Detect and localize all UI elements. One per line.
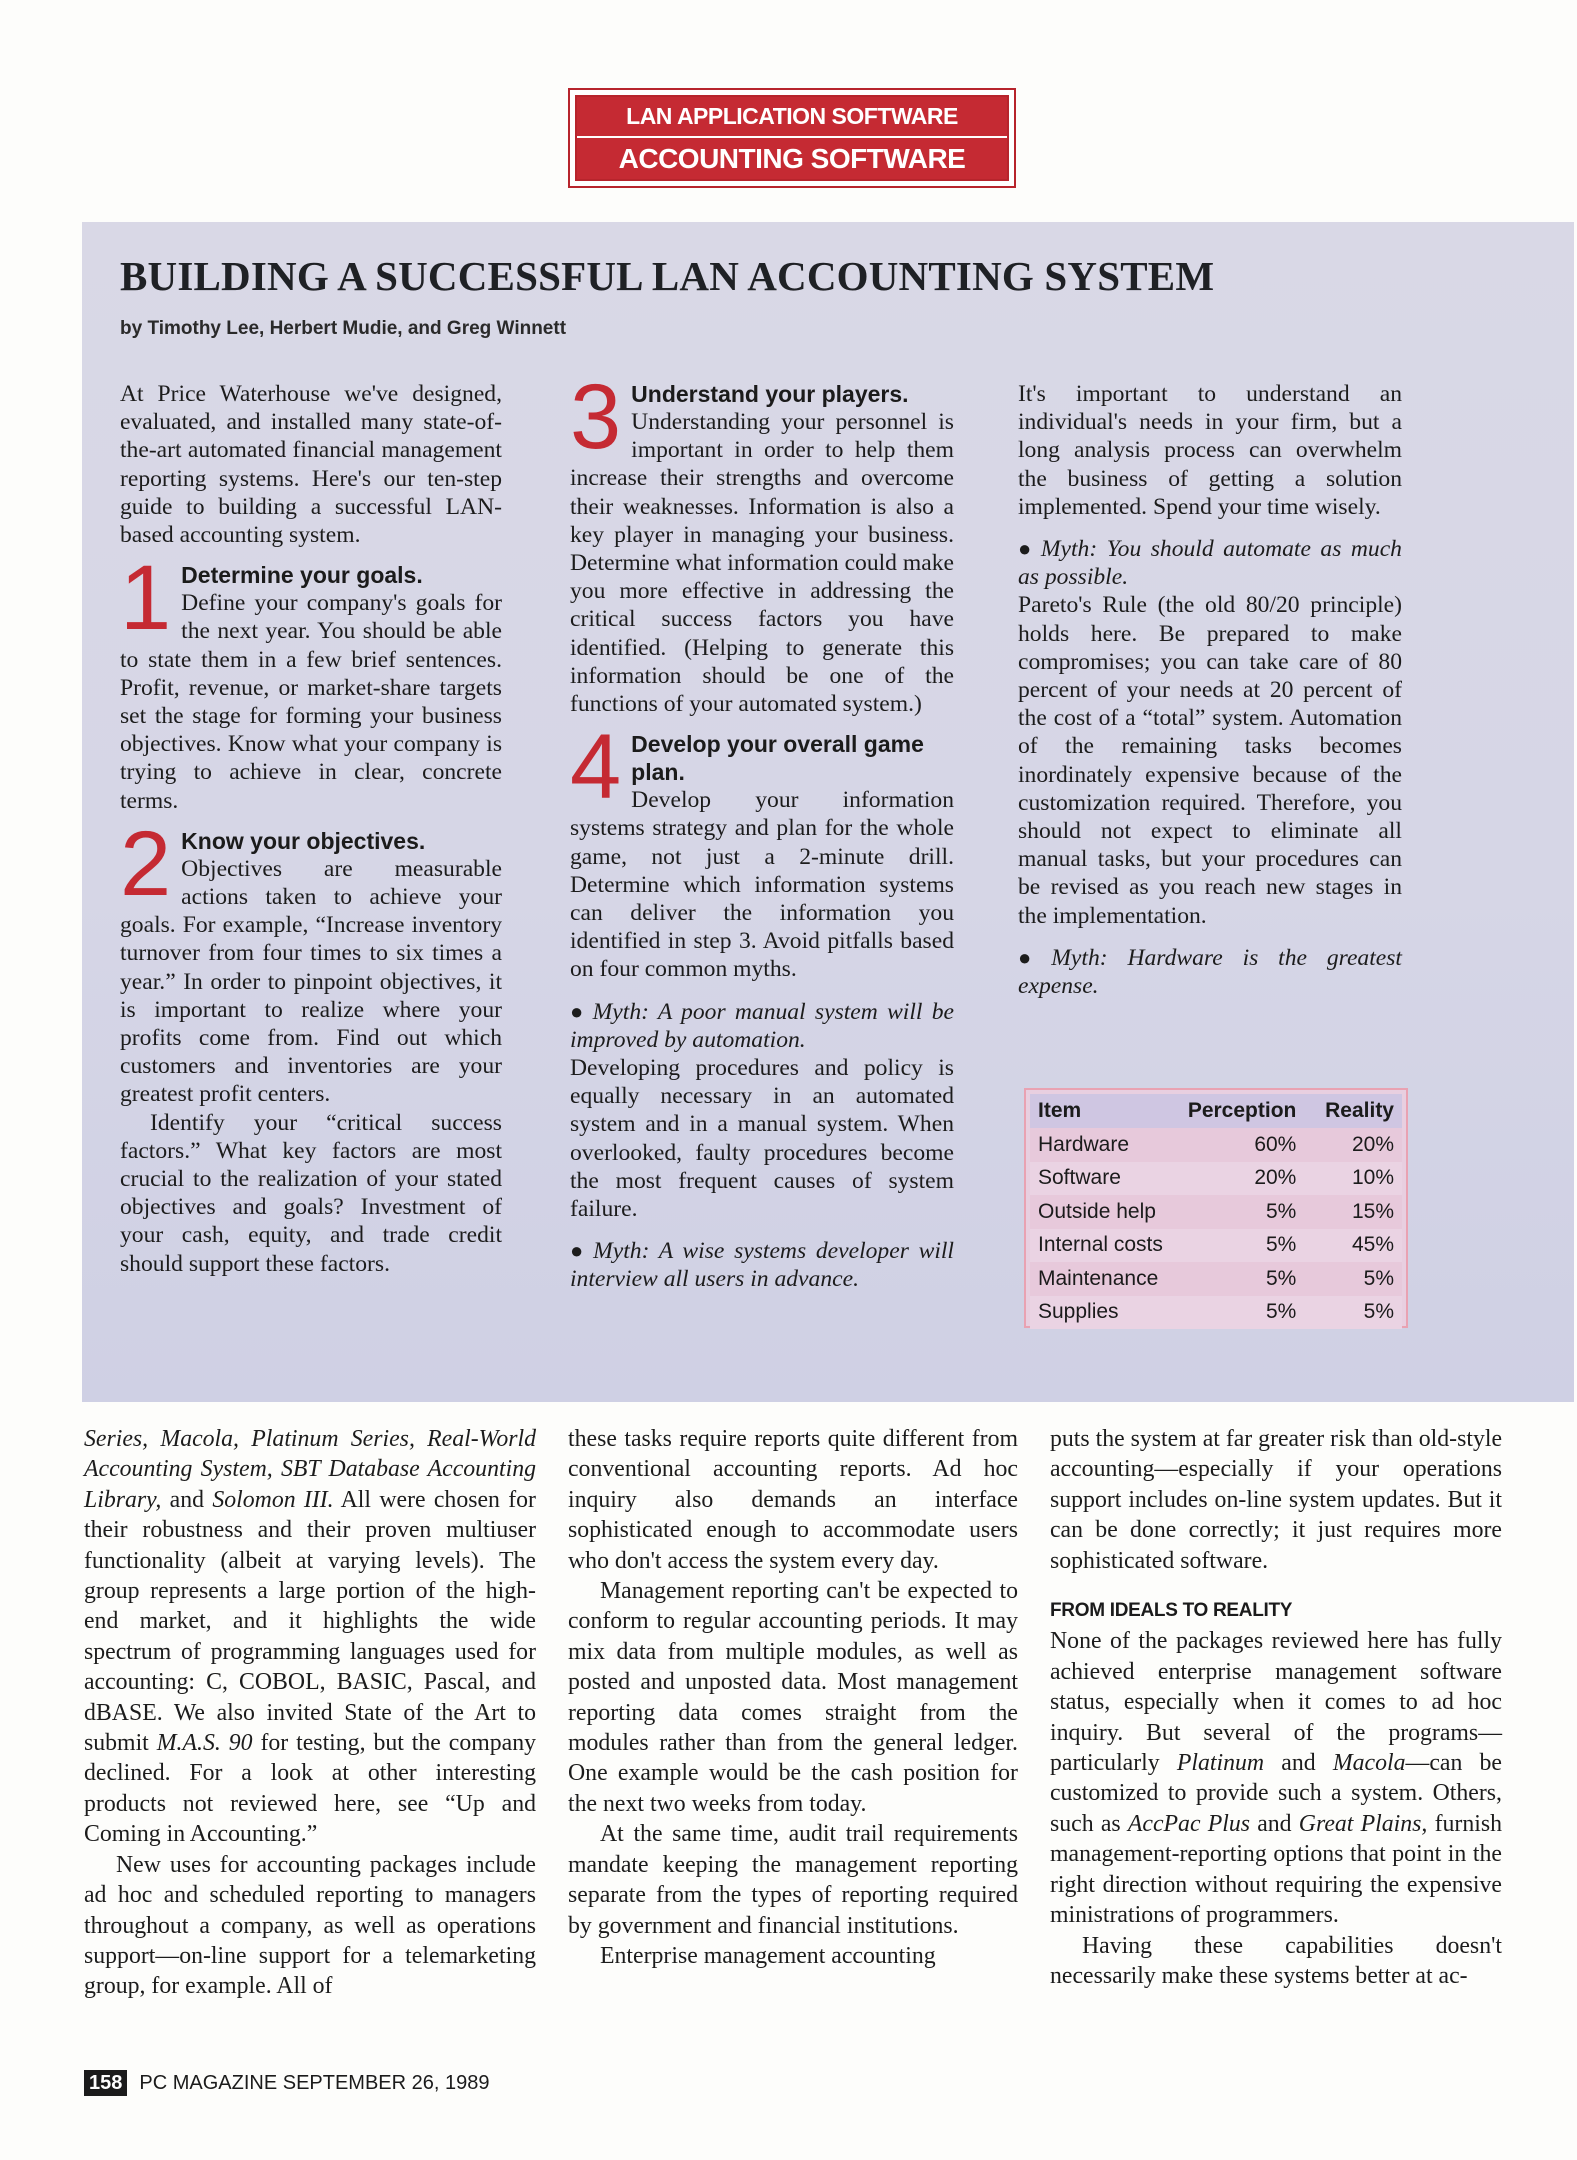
myth-1 [570, 998, 954, 1054]
page-number: 158 [84, 2070, 127, 2096]
body-col3-para2 [1050, 1626, 1502, 1930]
product-accpac: AccPac Plus [1127, 1810, 1251, 1837]
myth-3-body: Pareto's Rule (the old 80/20 principle) holds here. Be prepared to make compromises; you can take care of 80 percent of your needs at 20 percent of the cost of a “total” system. Automation of the remaining tasks becomes inordinately expensive because of the customization required. Therefore, you should not expect to eliminate all manual tasks, but your procedures can be revised as you reach new stages in the implementation. [1018, 592, 1402, 929]
body-col1-para2: New uses for accounting packages include ad hoc and scheduled reporting to managers throughout a company, as well as operations support—on-line support for a telemarketing group, for example. All of [84, 1851, 536, 2000]
text-span: for testing, but the company declined. For a look at other interesting products not reviewed here, see “Up and Coming in Accounting.” [84, 1730, 536, 1848]
body-column-2 [568, 1424, 1018, 1971]
page-footer [84, 2070, 490, 2096]
body-col3-para1: puts the system at far greater risk than old-style accounting—especially if your operations support includes on-line system updates. But it can be done correctly; it just requires more sophisticated software. [1050, 1426, 1503, 1574]
publication-line: PC MAGAZINE SEPTEMBER 26, 1989 [139, 2071, 490, 2094]
cell-item: Hardware [1030, 1128, 1175, 1162]
step-2-body-2: Identify your “critical success factors.” What key factors are most crucial to the realization of your stated objectives and goals? Investment of your cash, equity, and trade credit should support these factors. [120, 1109, 502, 1277]
step-4-number: 4 [570, 716, 622, 819]
body-col2-para4: Enterprise management accounting [600, 1942, 936, 1969]
cell-perception: 5% [1175, 1195, 1314, 1229]
text-span: furnish management-reporting options that point in the right direction without requiring the expensive ministrations of programmers. [1050, 1810, 1503, 1929]
step-2-number: 2 [120, 812, 172, 915]
cell-reality: 15% [1314, 1195, 1402, 1229]
cell-reality: 10% [1314, 1162, 1402, 1196]
step-3 [570, 366, 954, 718]
sidebar-intro: At Price Waterhouse we've designed, evaluated, and installed many state-of-the-art automated financial management reporting systems. Here's our ten-step guide to building a successful LAN-based accounting system. [120, 381, 502, 549]
myth-3-title: Myth: You should automate as much as possible. [1018, 536, 1402, 591]
sidebar-column-1 [120, 380, 502, 1278]
body-col2-para3: At the same time, audit trail requirements mandate keeping the management reporting separate from the types of reporting required by government and financial institutions. [568, 1821, 1018, 1939]
myth-4-title: Myth: Hardware is the greatest expense. [1018, 944, 1402, 1000]
step-1-number: 1 [120, 547, 172, 650]
text-span: All were chosen for their robustness and their proven multiuser functionality (albeit at varying levels). The group represents a large portion of the high-end market, and it highlights the wide spectrum of programming languages used for accounting: C, COBOL, BASIC, Pascal, and dBASE. We also invited State of the Art to submit [84, 1486, 536, 1757]
product-platinum: Platinum [1176, 1750, 1265, 1777]
cell-reality: 20% [1314, 1128, 1402, 1162]
subhead-ideals-to-reality: FROM IDEALS TO REALITY [1050, 1600, 1293, 1622]
header-reality: Reality [1314, 1094, 1402, 1128]
cell-perception: 5% [1175, 1229, 1314, 1263]
sidebar-column-3 [1018, 380, 1402, 1000]
cell-perception: 60% [1175, 1128, 1314, 1162]
step-3-number: 3 [570, 366, 622, 468]
table-row [1030, 1195, 1402, 1229]
myth-2-body: It's important to understand an individual's needs in your firm, but a long analysis process can overwhelm the business of getting a solution implemented. Spend your time wisely. [1018, 381, 1402, 520]
cell-item: Supplies [1030, 1296, 1175, 1330]
step-1 [120, 547, 502, 815]
myth-2 [570, 1237, 954, 1293]
myth-1-body: Developing procedures and policy is equally necessary in an automated system and in a manual system. When overlooked, faulty procedures become the most frequent causes of system failure. [570, 1055, 954, 1223]
myth-1-bullet: ● [570, 998, 587, 1024]
header-item: Item [1030, 1094, 1175, 1128]
sidebar-column-2 [570, 366, 954, 1294]
product-great-plains: Great Plains, [1298, 1810, 1428, 1837]
body-col2-para1: these tasks require reports quite different from conventional accounting reports. Ad hoc inquiry also demands an interface sophisticated enough to accommodate users who don't access the system every day. [568, 1426, 1018, 1574]
myth-2-bullet: ● [570, 1238, 588, 1264]
text-span: and [161, 1486, 213, 1513]
table-row [1030, 1262, 1402, 1296]
sidebar-byline: by Timothy Lee, Herbert Mudie, and Greg Winnett [120, 318, 567, 339]
cell-item: Outside help [1030, 1195, 1175, 1229]
sidebar-title: BUILDING A SUCCESSFUL LAN ACCOUNTING SYSTEM [120, 253, 1215, 299]
body-col2-para2: Management reporting can't be expected to conform to regular accounting periods. It may mix data from multiple modules, as well as posted and unposted data. Most management reporting data comes straight from the modules rather than from the general ledger. One example would be the cash position for the next two weeks from today. [568, 1578, 1018, 1817]
text-span: None of the packages reviewed here has fully achieved enterprise management software status, especially when it comes to ad hoc inquiry. But several of the programs—particularly [1050, 1628, 1502, 1777]
cell-item: Internal costs [1030, 1229, 1175, 1263]
cell-perception: 5% [1175, 1296, 1314, 1330]
cost-table-header-row [1030, 1094, 1402, 1128]
myth-4-bullet: ● [1018, 944, 1046, 970]
cell-perception: 20% [1175, 1162, 1314, 1196]
step-3-body: Understanding your personnel is important in order to help them increase their strengths and overcome their weaknesses. Information is also a key player in managing your business. Determine what information could make you more effective in addressing the critical success factors you have identified. (Helping to generate this information should be one of the functions of your automated system.) [570, 409, 954, 718]
myth-3 [1018, 535, 1402, 591]
cost-table-box [1024, 1088, 1408, 1328]
cell-perception: 5% [1175, 1262, 1314, 1296]
step-3-heading: Understand your players. [631, 381, 909, 407]
body-col1-para1 [84, 1424, 536, 1850]
text-span: and [1264, 1750, 1333, 1777]
body-column-3 [1050, 1424, 1502, 1991]
body-col3-para3: Having these capabilities doesn't necessarily make these systems better at ac- [1050, 1932, 1502, 1989]
header-perception: Perception [1175, 1094, 1314, 1128]
product-mas90: M.A.S. 90 [156, 1730, 253, 1757]
myth-1-title: Myth: A poor manual system will be improved by automation. [570, 998, 954, 1053]
step-2 [120, 812, 502, 1278]
table-row [1030, 1296, 1402, 1330]
product-names-italic: Series, Macola, Platinum Series, Real-World Accounting System, SBT Database Accounting Library, [84, 1426, 536, 1513]
section-header [568, 88, 1016, 188]
cell-item: Software [1030, 1162, 1175, 1196]
table-row [1030, 1162, 1402, 1196]
cell-item: Maintenance [1030, 1262, 1175, 1296]
text-span: and [1250, 1810, 1299, 1837]
cell-reality: 5% [1314, 1296, 1402, 1330]
body-column-1 [84, 1424, 536, 2002]
table-row [1030, 1128, 1402, 1162]
step-2-heading: Know your objectives. [181, 827, 426, 854]
step-4-heading: Develop your overall game plan. [631, 731, 924, 786]
cell-reality: 45% [1314, 1229, 1402, 1263]
section-label-lan: LAN APPLICATION SOFTWARE [577, 97, 1007, 138]
step-4 [570, 716, 954, 983]
myth-4 [1018, 944, 1402, 1000]
product-macola: Macola [1332, 1750, 1406, 1777]
table-row [1030, 1229, 1402, 1263]
myth-2-title: Myth: A wise systems developer will interview all users in advance. [570, 1238, 954, 1293]
step-1-body: Define your company's goals for the next year. You should be able to state them in a few brief sentences. Profit, revenue, or market-share targets set the stage for forming your business objectives. Know what your company is trying to achieve in clear, concrete terms. [120, 590, 502, 814]
cell-reality: 5% [1314, 1262, 1402, 1296]
section-header-inner [575, 95, 1009, 181]
myth-3-bullet: ● [1018, 536, 1035, 562]
product-solomon: Solomon III. [212, 1486, 334, 1513]
step-4-body: Develop your information systems strategy and plan for the whole game, not just a 2-minute drill. Determine which information systems can deliver the information you identified in step 3. Avoid pitfalls based on four common myths. [570, 787, 954, 983]
section-label-accounting: ACCOUNTING SOFTWARE [618, 142, 966, 174]
cost-table [1030, 1094, 1402, 1329]
step-1-heading: Determine your goals. [181, 562, 423, 589]
text-span: —can be customized to provide such a system. Others, such as [1050, 1750, 1502, 1837]
step-2-body: Objectives are measurable actions taken to achieve your goals. For example, “Increase inventory turnover from four times to six times a year.” In order to pinpoint objectives, it is important to realize where your profits come from. Find out which customers and inventories are your greatest profit centers. [120, 855, 502, 1108]
